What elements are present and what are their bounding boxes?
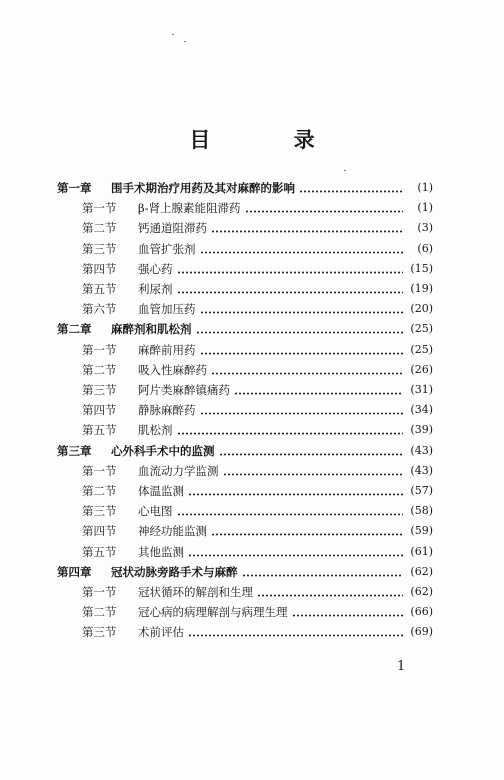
toc-entry-title: 麻醉前用药 — [138, 342, 196, 357]
toc-entry-page: (57) — [410, 484, 433, 497]
toc-entry-number: 第五节 — [82, 282, 117, 296]
toc-entry-title: 围手术期治疗用药及其对麻醉的影响 — [111, 181, 295, 195]
toc-entry-title: 血管加压药 — [138, 302, 196, 317]
toc-entry-page: (25) — [410, 322, 433, 336]
dot-leader — [200, 352, 404, 355]
scan-speck — [344, 170, 346, 171]
toc-entry-number: 第二节 — [82, 605, 117, 620]
dot-leader — [257, 594, 403, 597]
toc-entry-title: 阿片类麻醉镇痛药 — [138, 383, 230, 397]
dot-leader — [211, 372, 403, 375]
toc-entry-title: 冠状动脉旁路手术与麻醉 — [111, 564, 238, 579]
dot-leader — [177, 432, 404, 435]
toc-entry-page: (39) — [410, 423, 433, 437]
toc-entry-title: 血流动力学监测 — [138, 463, 219, 478]
page-title: 目 录 — [189, 128, 353, 152]
toc-section-row — [82, 299, 433, 319]
toc-chapter-row — [57, 178, 433, 198]
toc-entry-title: 心外科手术中的监测 — [111, 443, 215, 458]
toc-entry-number: 第二节 — [82, 362, 117, 377]
toc-section-row — [82, 400, 433, 420]
toc-entry-page: (58) — [410, 504, 433, 518]
dot-leader — [211, 230, 403, 233]
toc-section-row — [82, 380, 433, 400]
dot-leader — [188, 634, 403, 637]
toc-entry-page: (20) — [410, 302, 433, 316]
toc-section-row — [82, 542, 433, 562]
toc-entry-title: 神经功能监测 — [138, 524, 207, 539]
toc-section-row — [82, 521, 433, 541]
dot-leader — [211, 533, 403, 536]
toc-entry-page: (15) — [410, 261, 433, 275]
toc-entry-page: (62) — [410, 585, 433, 598]
toc-entry-page: (34) — [410, 403, 433, 417]
toc-entry-title: 利尿剂 — [138, 282, 173, 296]
toc-entry-number: 第六节 — [82, 302, 117, 317]
toc-entry-title: 静脉麻醉药 — [138, 403, 196, 418]
toc-entry-number: 第四节 — [82, 261, 117, 276]
toc-entry-title: 冠心病的病理解剖与病理生理 — [138, 605, 288, 620]
toc-entry-page: (1) — [417, 181, 433, 194]
dot-leader — [234, 392, 403, 395]
toc-entry-number: 第二章 — [57, 322, 92, 337]
page-number: 1 — [397, 659, 406, 674]
toc-section-row — [82, 481, 433, 501]
dot-leader — [245, 210, 403, 213]
toc-entry-number: 第四章 — [57, 564, 92, 579]
toc-entry-page: (26) — [410, 362, 433, 376]
toc-entry-number: 第五节 — [82, 544, 117, 559]
toc-section-row — [82, 218, 433, 238]
scan-speck — [172, 34, 174, 35]
toc-entry-number: 第一节 — [82, 463, 117, 478]
toc-entry-page: (19) — [410, 282, 433, 295]
toc-chapter-row — [57, 562, 433, 582]
toc-entry-title: 其他监测 — [138, 544, 184, 559]
dot-leader — [196, 331, 404, 334]
toc-entry-page: (66) — [410, 605, 433, 619]
toc-section-row — [82, 279, 433, 299]
toc-entry-number: 第二节 — [82, 221, 117, 236]
toc-entry-page: (59) — [410, 524, 433, 538]
toc-entry-title: 吸入性麻醉药 — [138, 362, 207, 377]
toc-entry-number: 第一节 — [82, 201, 117, 216]
toc-section-row — [82, 501, 433, 521]
toc-entry-number: 第一章 — [57, 181, 92, 195]
dot-leader — [200, 412, 404, 415]
toc-section-row — [82, 198, 433, 218]
toc-entry-page: (61) — [410, 544, 433, 558]
dot-leader — [219, 453, 404, 456]
toc-entry-page: (62) — [410, 564, 433, 578]
toc-entry-title: 术前评估 — [138, 625, 184, 640]
dot-leader — [177, 513, 404, 516]
toc-entry-page: (43) — [410, 443, 433, 457]
toc-entry-title: 血管扩张剂 — [138, 241, 196, 256]
toc-section-row — [82, 360, 433, 380]
toc-entry-title: 体温监测 — [138, 484, 184, 498]
toc-entry-number: 第三节 — [82, 625, 117, 640]
toc-entry-number: 第三节 — [82, 241, 117, 256]
toc-entry-page: (1) — [417, 201, 433, 215]
toc-section-row — [82, 340, 433, 360]
toc-entry-page: (25) — [410, 342, 433, 356]
dot-leader — [242, 574, 404, 577]
toc-section-row — [82, 239, 433, 259]
toc-section-row — [82, 461, 433, 481]
toc-entry-page: (69) — [410, 625, 433, 639]
toc-entry-page: (43) — [410, 463, 433, 477]
toc-section-row — [82, 622, 433, 642]
toc-entry-title: 冠状循环的解剖和生理 — [138, 585, 253, 599]
dot-leader — [188, 493, 403, 496]
toc-section-row — [82, 582, 433, 602]
toc-section-row — [82, 259, 433, 279]
dot-leader — [200, 251, 404, 254]
dot-leader — [188, 554, 403, 557]
toc-entry-title: 强心药 — [138, 261, 173, 276]
toc-entry-title: 钙通道阻滞药 — [138, 221, 207, 236]
toc-entry-page: (6) — [417, 241, 433, 255]
dot-leader — [200, 311, 404, 314]
toc-section-row — [82, 420, 433, 440]
toc-entry-title: β-肾上腺素能阻滞药 — [138, 201, 241, 216]
scan-speck — [184, 41, 186, 42]
dot-leader — [223, 473, 404, 476]
dot-leader — [292, 614, 404, 617]
toc-entry-number: 第四节 — [82, 524, 117, 539]
toc-entry-number: 第三章 — [57, 443, 92, 458]
toc-chapter-row — [57, 319, 433, 339]
dot-leader — [299, 190, 403, 193]
toc-entry-number: 第四节 — [82, 403, 117, 418]
toc-entry-number: 第三节 — [82, 504, 117, 519]
toc-entry-page: (31) — [410, 383, 433, 396]
dot-leader — [177, 271, 404, 274]
toc-entry-title: 麻醉剂和肌松剂 — [111, 322, 192, 337]
toc-chapter-row — [57, 441, 433, 461]
toc-entry-number: 第五节 — [82, 423, 117, 438]
toc-entry-number: 第三节 — [82, 383, 117, 397]
toc-entry-number: 第一节 — [82, 585, 117, 599]
toc-entry-number: 第一节 — [82, 342, 117, 357]
dot-leader — [177, 291, 404, 294]
toc-entry-page: (3) — [417, 221, 433, 235]
toc-entry-title: 肌松剂 — [138, 423, 173, 438]
toc-section-row — [82, 602, 433, 622]
toc-entry-title: 心电图 — [138, 504, 173, 519]
toc-entry-number: 第二节 — [82, 484, 117, 498]
